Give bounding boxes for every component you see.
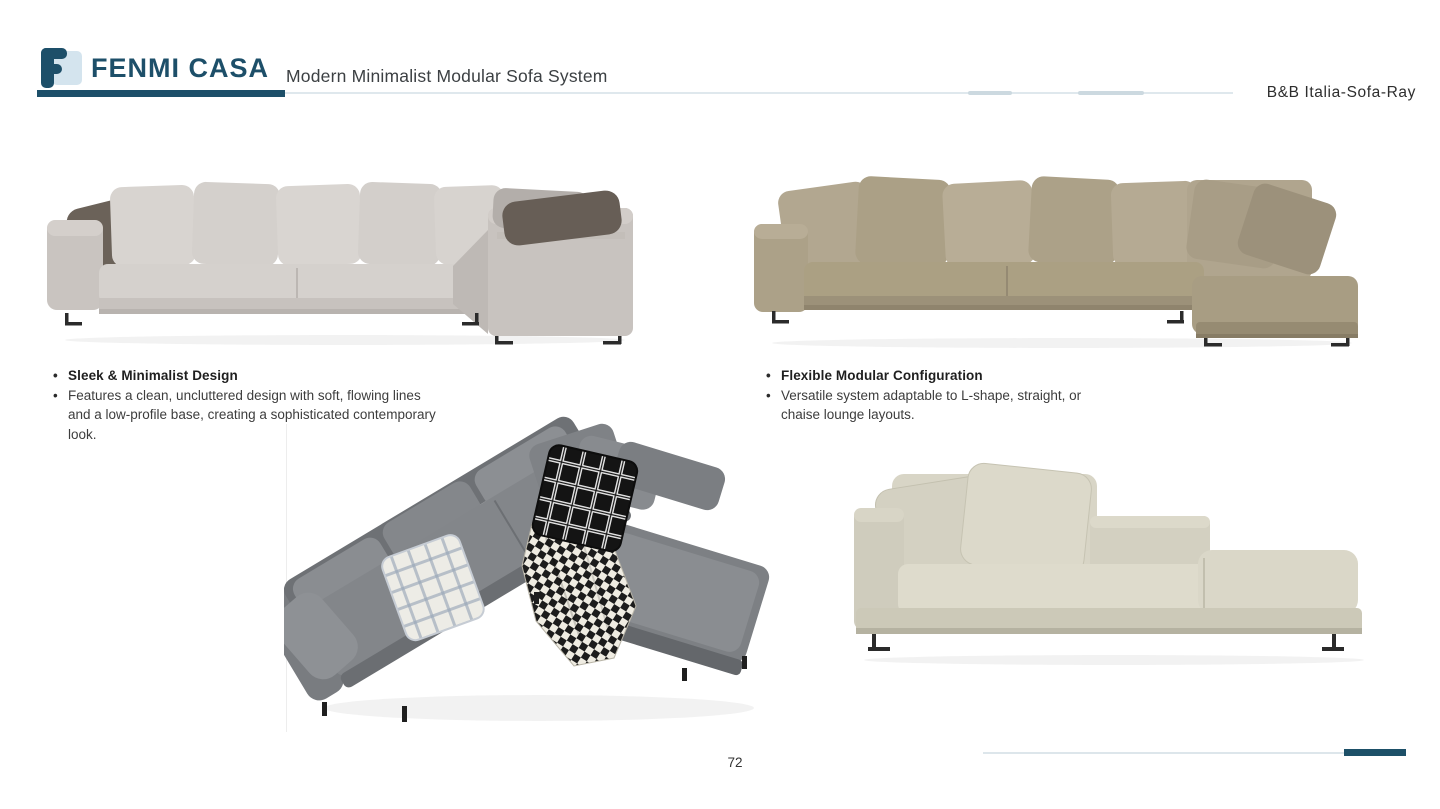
product-image-gray-corner-sofa bbox=[284, 406, 788, 734]
product-image-light-gray-sectional bbox=[45, 170, 635, 348]
feature-body-left: • Features a clean, uncluttered design with soft, flowing lines and a low-profile base, creating a sophisticated contemporary look. bbox=[52, 386, 436, 445]
page-number: 72 bbox=[727, 755, 743, 770]
sofa-taupe-sectional-drawing bbox=[752, 166, 1368, 350]
feature-body-right: • Versatile system adaptable to L-shape, straight, or chaise lounge layouts. bbox=[765, 386, 1083, 425]
product-image-cream-chaise bbox=[852, 446, 1378, 672]
feature-heading-left: • Sleek & Minimalist Design bbox=[52, 366, 436, 386]
product-label: B&B Italia-Sofa-Ray bbox=[1266, 84, 1416, 101]
header-rule-accent-1 bbox=[968, 91, 1012, 95]
page-title: Modern Minimalist Modular Sofa System bbox=[286, 66, 608, 86]
feature-heading-right: • Flexible Modular Configuration bbox=[765, 366, 1083, 386]
sofa-cream-chaise-drawing bbox=[852, 446, 1378, 672]
feature-block-right bbox=[765, 366, 1083, 425]
brand-logo-icon bbox=[37, 46, 83, 90]
footer-rule-light bbox=[983, 752, 1406, 754]
product-image-taupe-sectional bbox=[752, 166, 1368, 350]
sofa-gray-corner-drawing bbox=[284, 406, 788, 734]
sofa-light-gray-sectional-drawing bbox=[45, 170, 635, 348]
header-rule-accent-2 bbox=[1078, 91, 1144, 95]
brand-logo bbox=[37, 46, 269, 90]
footer-rule-dark bbox=[1344, 749, 1406, 756]
logo-f-icon bbox=[37, 46, 83, 90]
header-rule-dark bbox=[37, 90, 285, 97]
brand-name: FENMI CASA bbox=[91, 52, 269, 83]
